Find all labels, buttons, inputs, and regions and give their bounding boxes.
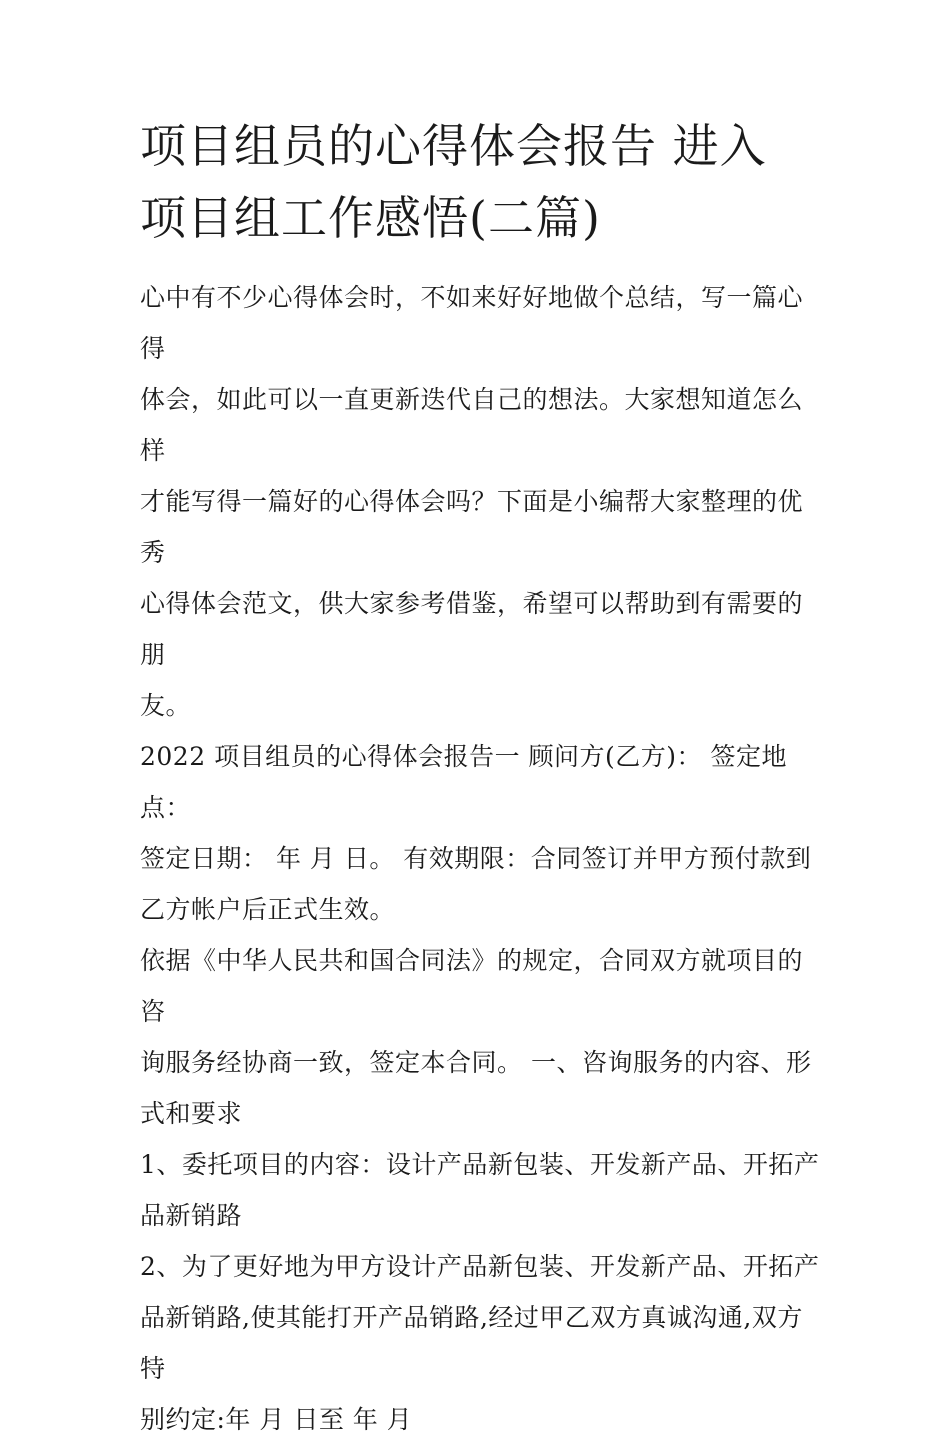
text-line: 乙方帐户后正式生效。 bbox=[140, 895, 396, 924]
text-line: 品新销路,使其能打开产品销路,经过甲乙双方真诚沟通,双方特 bbox=[140, 1303, 803, 1383]
title-line: 项目组工作感悟(二篇) bbox=[140, 191, 601, 245]
intro-paragraph bbox=[140, 272, 820, 731]
text-line: 别约定:年 月 日至 年 月 bbox=[140, 1405, 413, 1434]
legal-basis-paragraph bbox=[140, 935, 820, 1139]
clause-2-paragraph bbox=[140, 1241, 820, 1445]
text-line: 才能写得一篇好的心得体会吗？下面是小编帮大家整理的优秀 bbox=[140, 487, 804, 567]
text-line: 依据《中华人民共和国合同法》的规定，合同双方就项目的咨 bbox=[140, 946, 804, 1026]
clause-1-paragraph bbox=[140, 1139, 820, 1241]
text-line: 询服务经协商一致，签定本合同。 一、咨询服务的内容、形 bbox=[140, 1048, 812, 1077]
page-title bbox=[140, 110, 820, 254]
title-line: 项目组员的心得体会报告 进入 bbox=[140, 119, 767, 173]
text-line: 2022 项目组员的心得体会报告一 顾问方(乙方)： 签定地点： bbox=[140, 742, 787, 822]
text-line: 1、委托项目的内容：设计产品新包装、开发新产品、开拓产 bbox=[140, 1150, 820, 1179]
text-line: 友。 bbox=[140, 691, 192, 720]
contract-header-paragraph bbox=[140, 731, 820, 935]
text-line: 心得体会范文，供大家参考借鉴，希望可以帮助到有需要的朋 bbox=[140, 589, 804, 669]
text-line: 2、为了更好地为甲方设计产品新包装、开发新产品、开拓产 bbox=[140, 1252, 820, 1281]
text-line: 体会，如此可以一直更新迭代自己的想法。大家想知道怎么样 bbox=[140, 385, 804, 465]
text-line: 签定日期： 年 月 日。 有效期限：合同签订并甲方预付款到 bbox=[140, 844, 812, 873]
text-line: 式和要求 bbox=[140, 1099, 243, 1128]
document-body bbox=[140, 110, 820, 1445]
text-line: 心中有不少心得体会时，不如来好好地做个总结，写一篇心得 bbox=[140, 283, 804, 363]
text-line: 品新销路 bbox=[140, 1201, 243, 1230]
